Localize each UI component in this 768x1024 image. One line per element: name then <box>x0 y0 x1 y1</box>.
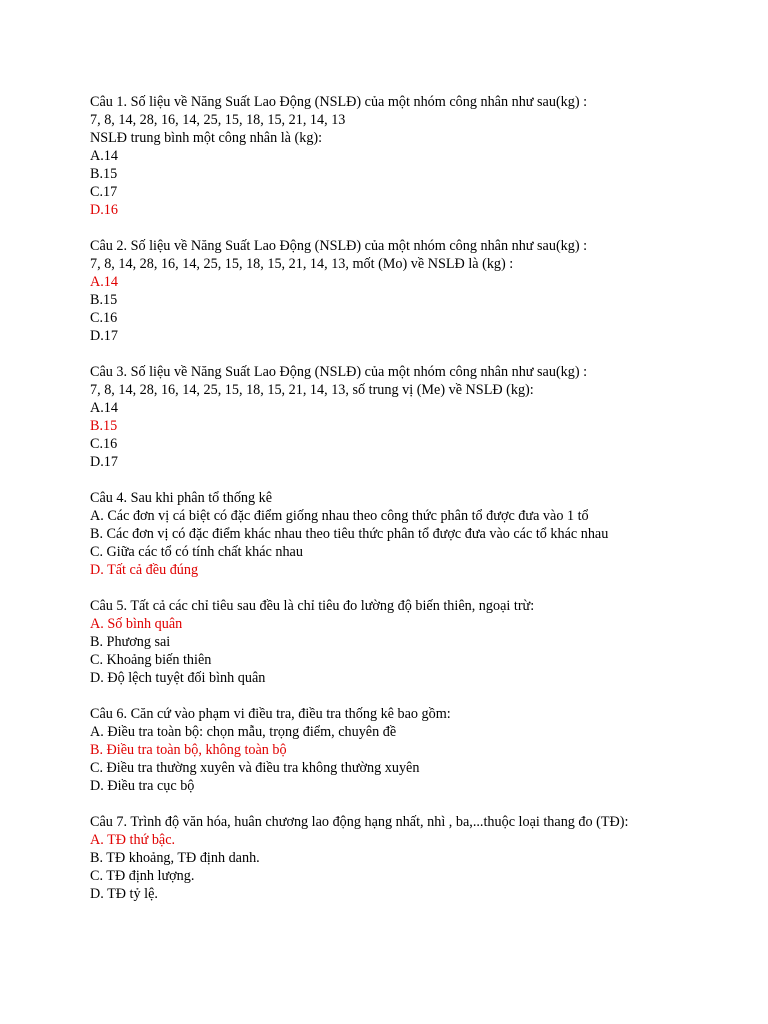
question-7 <box>90 813 750 903</box>
option-b: B. Phương sai <box>90 634 171 650</box>
option-a: A. Các đơn vị cá biệt có đặc điểm giống nhau theo công thức phân tổ được đưa vào 1 tổ <box>90 508 589 524</box>
question-data: 7, 8, 14, 28, 16, 14, 25, 15, 18, 15, 21, 14, 13 <box>90 112 346 128</box>
question-3 <box>90 363 750 471</box>
option-b: B. TĐ khoảng, TĐ định danh. <box>90 850 260 866</box>
question-6 <box>90 705 750 795</box>
option-b: B. Các đơn vị có đặc điểm khác nhau theo tiêu thức phân tổ được đưa vào các tổ khác nhau <box>90 526 609 542</box>
option-d-correct: D. Tất cả đều đúng <box>90 562 199 578</box>
option-d: D.17 <box>90 328 118 344</box>
question-text: Câu 6. Căn cứ vào phạm vi điều tra, điều tra thống kê bao gồm: <box>90 706 451 722</box>
option-d: D. Điều tra cục bộ <box>90 778 195 794</box>
question-prompt: NSLĐ trung bình một công nhân là (kg): <box>90 130 323 146</box>
question-text: Câu 4. Sau khi phân tổ thống kê <box>90 490 273 506</box>
option-c: C. Giữa các tổ có tính chất khác nhau <box>90 544 303 560</box>
document-page <box>90 93 750 921</box>
option-a-correct: A. TĐ thứ bậc. <box>90 832 176 848</box>
question-text: Câu 5. Tất cả các chỉ tiêu sau đều là chỉ tiêu đo lường độ biến thiên, ngoại trừ: <box>90 598 535 614</box>
option-c: C.16 <box>90 310 118 326</box>
option-c: C. Khoảng biến thiên <box>90 652 212 668</box>
option-c: C. TĐ định lượng. <box>90 868 195 884</box>
question-text: Câu 7. Trình độ văn hóa, huân chương lao động hạng nhất, nhì , ba,...thuộc loại thang đo (TĐ): <box>90 814 629 830</box>
question-data: 7, 8, 14, 28, 16, 14, 25, 15, 18, 15, 21, 14, 13, số trung vị (Me) về NSLĐ (kg): <box>90 382 534 398</box>
option-c: C.17 <box>90 184 118 200</box>
option-c: C. Điều tra thường xuyên và điều tra không thường xuyên <box>90 760 420 776</box>
option-d-correct: D.16 <box>90 202 118 218</box>
option-b: B.15 <box>90 292 118 308</box>
option-d: D. TĐ tỷ lệ. <box>90 886 158 902</box>
question-text: Câu 3. Số liệu về Năng Suất Lao Động (NSLĐ) của một nhóm công nhân như sau(kg) : <box>90 364 588 380</box>
question-text: Câu 2. Số liệu về Năng Suất Lao Động (NSLĐ) của một nhóm công nhân như sau(kg) : <box>90 238 588 254</box>
option-a: A. Điều tra toàn bộ: chọn mẫu, trọng điểm, chuyên đề <box>90 724 397 740</box>
option-a-correct: A. Số bình quân <box>90 616 183 632</box>
option-a-correct: A.14 <box>90 274 118 290</box>
question-5 <box>90 597 750 687</box>
option-d: D.17 <box>90 454 118 470</box>
option-a: A.14 <box>90 148 118 164</box>
option-b: B.15 <box>90 166 118 182</box>
question-4 <box>90 489 750 579</box>
option-b-correct: B.15 <box>90 418 118 434</box>
question-1 <box>90 93 750 219</box>
option-d: D. Độ lệch tuyệt đối bình quân <box>90 670 266 686</box>
question-2 <box>90 237 750 345</box>
option-a: A.14 <box>90 400 118 416</box>
question-data: 7, 8, 14, 28, 16, 14, 25, 15, 18, 15, 21, 14, 13, mốt (Mo) về NSLĐ là (kg) : <box>90 256 514 272</box>
question-text: Câu 1. Số liệu về Năng Suất Lao Động (NSLĐ) của một nhóm công nhân như sau(kg) : <box>90 94 588 110</box>
option-c: C.16 <box>90 436 118 452</box>
option-b-correct: B. Điều tra toàn bộ, không toàn bộ <box>90 742 287 758</box>
